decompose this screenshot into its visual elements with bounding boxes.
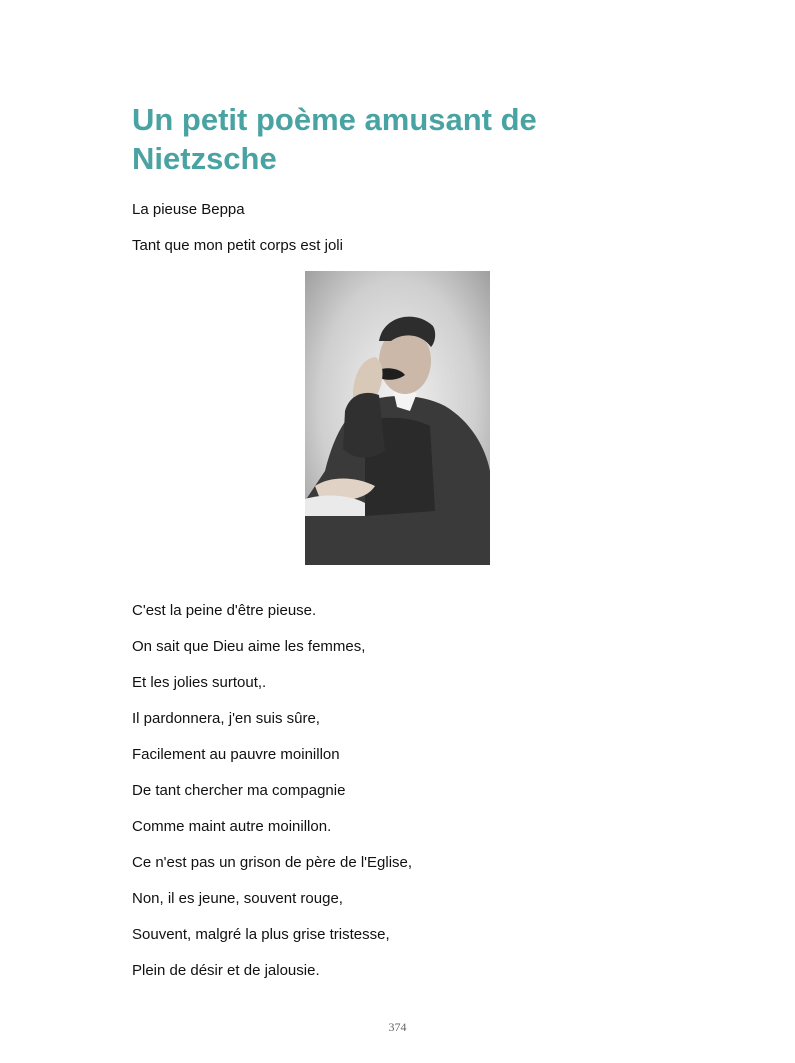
page-number: 374 bbox=[388, 1020, 407, 1034]
page-title: Un petit poème amusant de Nietzsche bbox=[132, 102, 537, 176]
poem-line: De tant chercher ma compagnie bbox=[132, 782, 346, 799]
poem-line: On sait que Dieu aime les femmes, bbox=[132, 638, 366, 655]
poem-line: Ce n'est pas un grison de père de l'Eglise, bbox=[132, 854, 413, 871]
portrait-photo bbox=[305, 271, 490, 565]
poem-line: Souvent, malgré la plus grise tristesse, bbox=[132, 926, 390, 943]
poem-line: Et les jolies surtout,. bbox=[132, 674, 267, 691]
intro-line: Tant que mon petit corps est joli bbox=[132, 237, 343, 254]
poem-line: Comme maint autre moinillon. bbox=[132, 818, 332, 835]
portrait-photo-icon bbox=[305, 271, 490, 565]
poem-line: C'est la peine d'être pieuse. bbox=[132, 602, 317, 619]
poem-line: Facilement au pauvre moinillon bbox=[132, 746, 340, 763]
intro-line: La pieuse Beppa bbox=[132, 201, 245, 218]
poem-line: Il pardonnera, j'en suis sûre, bbox=[132, 710, 320, 727]
poem-line: Plein de désir et de jalousie. bbox=[132, 962, 320, 979]
poem-line: Non, il es jeune, souvent rouge, bbox=[132, 890, 343, 907]
